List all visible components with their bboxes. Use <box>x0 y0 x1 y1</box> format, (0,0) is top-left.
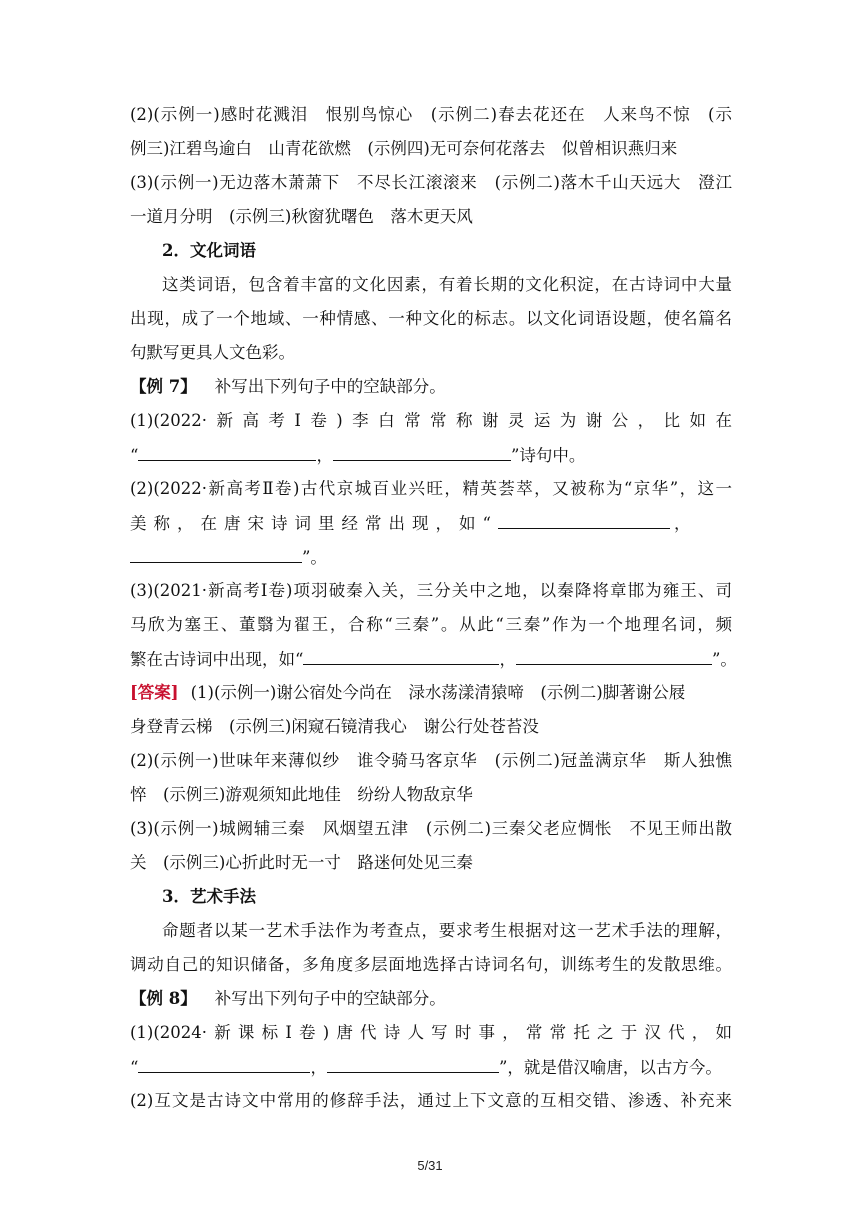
paragraph-cultural-2: 出现，成了一个地域、一种情感、一种文化的标志。以文化词语设题，使名篇名 <box>130 309 732 328</box>
question-2-line-b <box>130 512 732 535</box>
answer-line-2b: 例三)江碧鸟逾白 山青花欲燃 (示例四)无可奈何花落去 似曾相识燕归来 <box>130 139 678 158</box>
separator: ， <box>316 446 333 465</box>
quote-close: ”。 <box>302 548 327 567</box>
paragraph-technique-2: 调动自己的知识储备，多角度多层面地选择古诗词名句，训练考生的发散思维。 <box>130 955 732 974</box>
answer-block-line-5: (3)(示例一)城阙辅三秦 风烟望五津 (示例二)三秦父老应惆怅 不见王师出散 <box>130 819 732 838</box>
fill-blank-6[interactable] <box>516 648 712 665</box>
fill-blank-4[interactable] <box>130 546 302 563</box>
paragraph-technique-1: 命题者以某一艺术手法作为考查点，要求考生根据对这一艺术手法的理解， <box>162 921 732 940</box>
section-heading-artistic-technique: 3．艺术手法 <box>162 887 256 906</box>
example-7-text: 补写出下列句子中的空缺部分。 <box>214 377 446 396</box>
section-heading-cultural-words: 2．文化词语 <box>162 241 256 260</box>
separator: ， <box>673 514 691 533</box>
example-7-tag: 【例 7】 <box>130 377 197 396</box>
fill-blank-8[interactable] <box>327 1056 499 1073</box>
quote-open: “ <box>130 446 139 465</box>
answer-line-3a: (3)(示例一)无边落木萧萧下 不尽长江滚滚来 (示例二)落木千山天远大 澄江 <box>130 173 732 192</box>
example-8-tag: 【例 8】 <box>130 989 197 1008</box>
question-2-line-c <box>130 546 732 569</box>
question-r2-line-a: (2)互文是古诗文中常用的修辞手法，通过上下文意的互相交错、渗透、补充来 <box>130 1091 732 1110</box>
question-3-line-a: (3)(2021·新高考Ⅰ卷)项羽破秦入关，三分关中之地，以秦降将章邯为雍王、司 <box>130 581 732 600</box>
example-8-text: 补写出下列句子中的空缺部分。 <box>214 989 446 1008</box>
quote-close: ”，就是借汉喻唐，以古方今。 <box>498 1058 722 1077</box>
example-7-line <box>130 376 732 398</box>
quote-close: ”诗句中。 <box>510 446 586 465</box>
paragraph-cultural-3: 句默写更具人文色彩。 <box>130 343 295 362</box>
quote-open: “ <box>130 1058 139 1077</box>
fill-blank-2[interactable] <box>333 444 511 461</box>
answer-block-line-1 <box>130 682 732 704</box>
answer-text: (1)(示例一)谢公宿处今尚在 渌水荡漾清猿啼 (示例二)脚著谢公屐 <box>190 683 686 702</box>
question-3-text: 繁在古诗词中出现，如“ <box>130 650 304 669</box>
fill-blank-7[interactable] <box>138 1056 310 1073</box>
paragraph-cultural-1: 这类词语，包含着丰富的文化因素，有着长期的文化积淀，在古诗词中大量 <box>162 275 732 294</box>
question-1-line-b <box>130 444 732 467</box>
fill-blank-1[interactable] <box>138 444 316 461</box>
separator: ， <box>499 650 516 669</box>
answer-block-line-3: (2)(示例一)世味年来薄似纱 谁令骑马客京华 (示例二)冠盖满京华 斯人独憔 <box>130 751 732 770</box>
question-2-line-a: (2)(2022·新高考Ⅱ卷)古代京城百业兴旺，精英荟萃，又被称为“京华”，这一 <box>130 479 732 498</box>
answer-block-line-4: 悴 (示例三)游观须知此地佳 纷纷人物敌京华 <box>130 785 473 804</box>
answer-block-line-2: 身登青云梯 (示例三)闲窥石镜清我心 谢公行处苍苔没 <box>130 717 539 736</box>
separator: ， <box>310 1058 327 1077</box>
question-3-line-b: 马欣为塞王、董翳为翟王，合称“三秦”。从此“三秦”作为一个地理名词，频 <box>130 615 732 634</box>
quote-close: ”。 <box>711 650 737 669</box>
page-number: 5/31 <box>417 1158 443 1173</box>
answer-line-2a: (2)(示例一)感时花溅泪 恨别鸟惊心 (示例二)春去花还在 人来鸟不惊 (示 <box>130 105 732 124</box>
question-r1-line-b <box>130 1056 732 1079</box>
question-1-line-a: (1)(2022·新高考Ⅰ卷)李白常常称谢灵运为谢公，比如在 <box>130 411 732 430</box>
answer-block-line-6: 关 (示例三)心折此时无一寸 路迷何处见三秦 <box>130 853 473 872</box>
question-r1-line-a: (1)(2024·新课标Ⅰ卷)唐代诗人写时事，常常托之于汉代，如 <box>130 1023 732 1042</box>
fill-blank-3[interactable] <box>498 512 670 529</box>
answer-tag: [答案] <box>130 683 179 702</box>
question-2-text: 美称，在唐宋诗词里经常出现，如“ <box>130 514 498 533</box>
example-8-line <box>130 988 732 1010</box>
answer-line-3b: 一道月分明 (示例三)秋窗犹曙色 落木更天风 <box>130 207 473 226</box>
fill-blank-5[interactable] <box>303 648 499 665</box>
question-3-line-c <box>130 648 737 671</box>
